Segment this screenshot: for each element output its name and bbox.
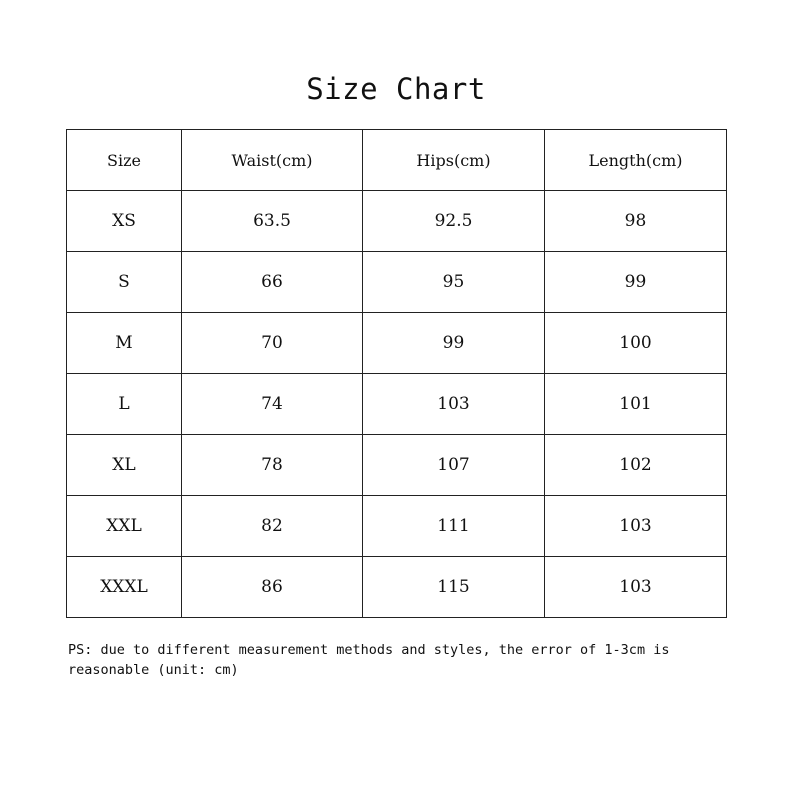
cell-length: 98 — [545, 191, 727, 252]
cell-size: XXL — [67, 496, 182, 557]
cell-waist: 74 — [182, 374, 363, 435]
measurement-note: PS: due to different measurement methods and styles, the error of 1-3cm is reasonable (unit: cm) — [68, 642, 670, 678]
cell-length: 99 — [545, 252, 727, 313]
table-row — [67, 252, 727, 313]
table-row — [67, 496, 727, 557]
cell-length: 102 — [545, 435, 727, 496]
table-row — [67, 435, 727, 496]
table-row — [67, 557, 727, 618]
cell-waist: 78 — [182, 435, 363, 496]
cell-size: XXXL — [67, 557, 182, 618]
cell-waist: 82 — [182, 496, 363, 557]
cell-size: XS — [67, 191, 182, 252]
cell-hips: 95 — [363, 252, 545, 313]
cell-waist: 63.5 — [182, 191, 363, 252]
cell-waist: 70 — [182, 313, 363, 374]
table-row — [67, 191, 727, 252]
header-hips: Hips(cm) — [363, 130, 545, 191]
table-row — [67, 374, 727, 435]
page-title: Size Chart — [306, 72, 486, 106]
table-header-row — [67, 130, 727, 191]
header-waist: Waist(cm) — [182, 130, 363, 191]
cell-length: 101 — [545, 374, 727, 435]
size-chart-table — [66, 129, 727, 618]
cell-waist: 86 — [182, 557, 363, 618]
header-size: Size — [67, 130, 182, 191]
cell-length: 100 — [545, 313, 727, 374]
table-row — [67, 313, 727, 374]
cell-size: S — [67, 252, 182, 313]
cell-hips: 107 — [363, 435, 545, 496]
cell-hips: 111 — [363, 496, 545, 557]
cell-hips: 115 — [363, 557, 545, 618]
cell-size: L — [67, 374, 182, 435]
cell-size: M — [67, 313, 182, 374]
cell-length: 103 — [545, 557, 727, 618]
cell-hips: 92.5 — [363, 191, 545, 252]
cell-size: XL — [67, 435, 182, 496]
cell-hips: 99 — [363, 313, 545, 374]
cell-waist: 66 — [182, 252, 363, 313]
header-length: Length(cm) — [545, 130, 727, 191]
cell-length: 103 — [545, 496, 727, 557]
cell-hips: 103 — [363, 374, 545, 435]
